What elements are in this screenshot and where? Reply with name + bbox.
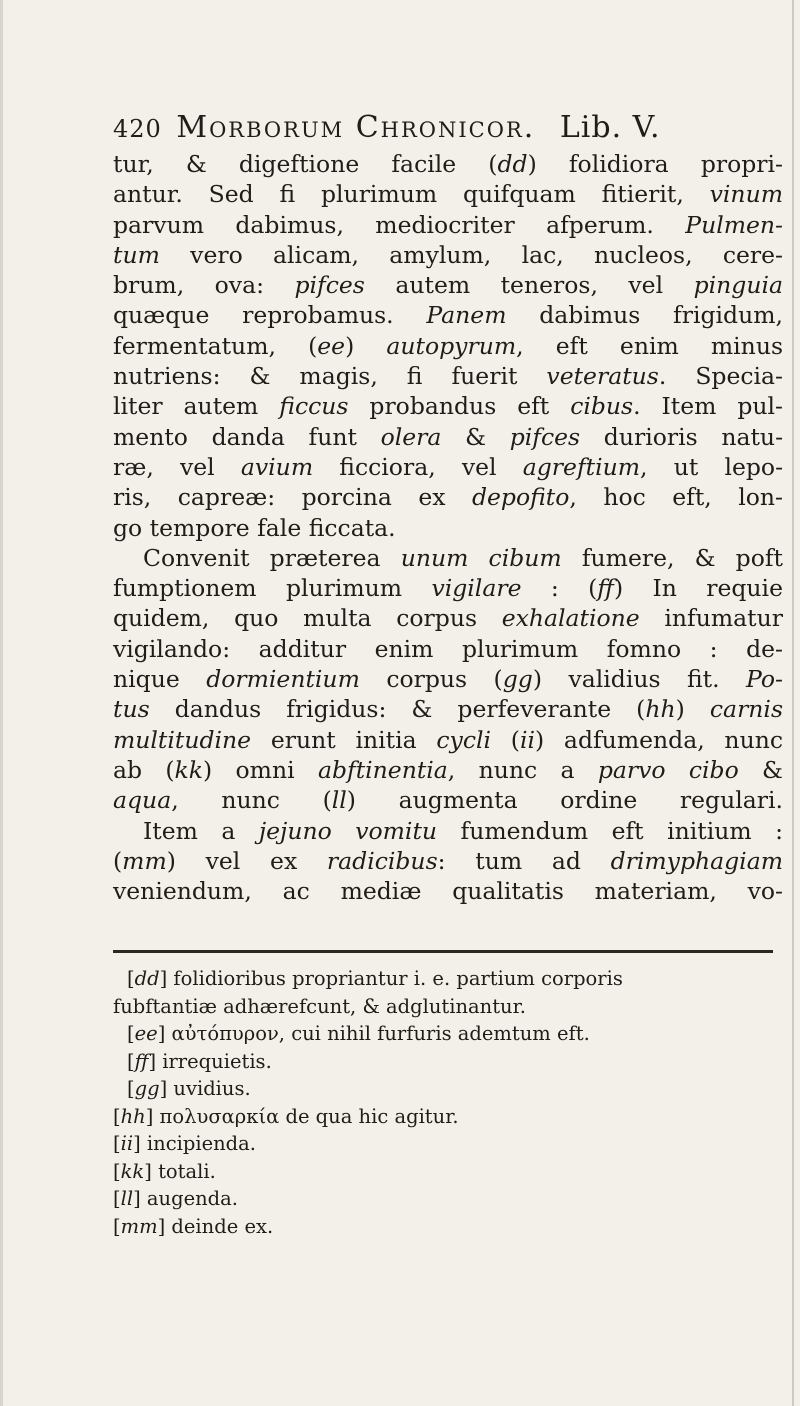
text-line: tus dandus frigidus: & perfeverante (hh) carnis (113, 695, 784, 724)
footnote: [ll] augenda. (113, 1187, 238, 1211)
footnote-rule (113, 950, 773, 953)
page-left-edge (0, 0, 3, 1406)
footnote: [hh] πολυσαρκία de qua hic agitur. (113, 1104, 459, 1128)
footnote: [dd] folidioribus propriantur i. e. partium corporis (127, 967, 623, 991)
text-line: mento danda funt olera & pifces durioris natu- (113, 422, 784, 451)
page-right-edge (792, 0, 794, 1406)
text-line: quæque reprobamus. Panem dabimus frigidum, (113, 301, 783, 330)
footnote: [ii] incipienda. (113, 1132, 256, 1156)
text-line: veniendum, ac mediæ qualitatis materiam, vo- (113, 877, 783, 906)
text-line: aqua, nunc (ll) augmenta ordine regulari. (113, 786, 783, 815)
running-title: Morborum Chronicor. (176, 110, 536, 145)
text-line: antur. Sed fi plurimum quifquam fitierit, vinum (113, 180, 783, 209)
running-header (113, 108, 783, 149)
text-line: tum vero alicam, amylum, lac, nucleos, cere- (113, 240, 783, 269)
text-line: liter autem ficcus probandus eft cibus. Item pul- (113, 392, 783, 421)
text-line: (mm) vel ex radicibus: tum ad drimyphagiam (113, 846, 783, 875)
book-number: Lib. V. (559, 110, 661, 145)
text-line: nique dormientium corpus (gg) validius fit. Po- (113, 665, 783, 694)
text-line: vigilando: additur enim plurimum fomno : de- (113, 634, 783, 663)
text-line: ris, capreæ: porcina ex depofito, hoc eft, lon- (113, 483, 783, 512)
text-line: ræ, vel avium ficciora, vel agreftium, ut lepo- (113, 452, 784, 481)
footnote: [mm] deinde ex. (113, 1214, 274, 1238)
footnote: [kk] totali. (113, 1159, 216, 1183)
footnote: fubftantiæ adhærefcunt, & adglutinantur. (113, 994, 526, 1018)
footnotes (113, 965, 783, 1240)
text-line: tur, & digeftione facile (dd) folidiora propri- (113, 150, 783, 178)
main-text (113, 149, 783, 906)
text-line: fermentatum, (ee) autopyrum, eft enim minus (113, 331, 784, 360)
text-line: multitudine erunt initia cycli (ii) adfumenda, nunc (113, 725, 783, 754)
book-page (113, 108, 783, 1240)
footnote: [gg] uvidius. (127, 1077, 251, 1101)
text-line: go tempore fale ficcata. (113, 513, 396, 542)
text-line: fumptionem plurimum vigilare : (ff) In requie (113, 574, 783, 603)
text-line: ab (kk) omni abftinentia, nunc a parvo cibo & (113, 755, 783, 784)
page-number: 420 (113, 115, 162, 143)
text-line: Convenit præterea unum cibum fumere, & poft (143, 543, 783, 572)
text-line: nutriens: & magis, fi fuerit veteratus. Specia- (113, 362, 783, 391)
text-line: brum, ova: pifces autem teneros, vel pinguia (113, 271, 783, 300)
text-line: quidem, quo multa corpus exhalatione infumatur (113, 604, 783, 633)
text-line: Item a jejuno vomitu fumendum eft initium : (143, 816, 784, 845)
footnote: [ff] irrequietis. (127, 1049, 272, 1073)
text-line: parvum dabimus, mediocriter afperum. Pulmen- (113, 210, 783, 239)
footnote: [ee] αὐτόπυρον, cui nihil furfuris ademtum eft. (127, 1022, 590, 1046)
